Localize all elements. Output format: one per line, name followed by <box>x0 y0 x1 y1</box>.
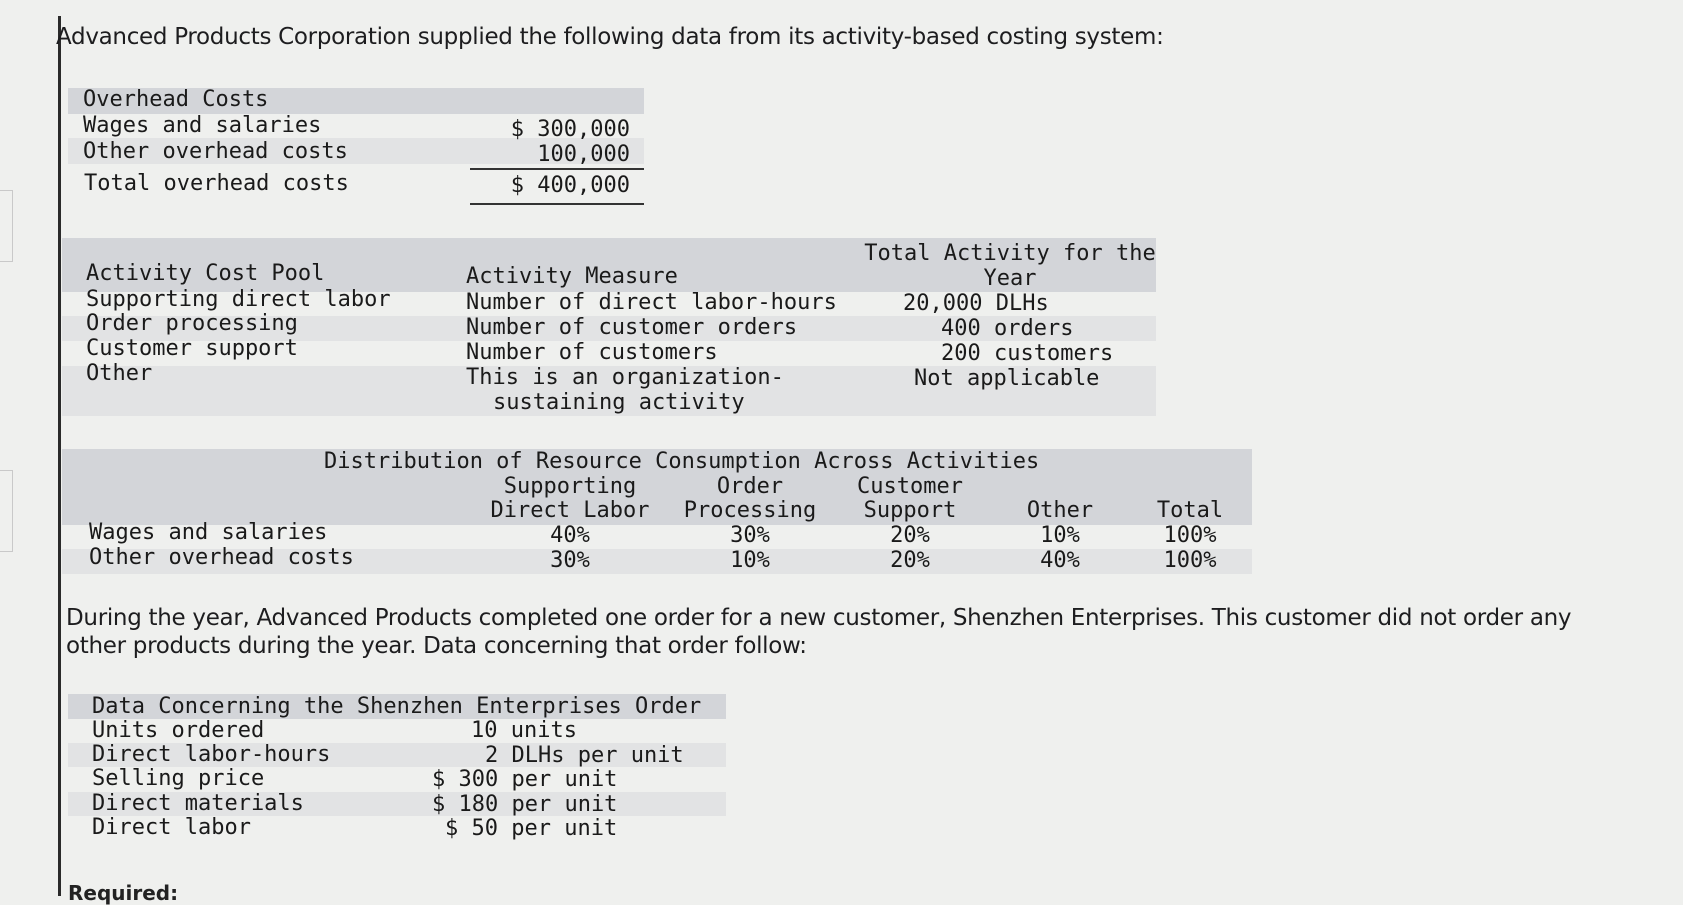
activity-measure: Number of customers <box>466 340 718 365</box>
activity-total: 200 customers <box>941 341 1114 366</box>
distribution-cell: 30% <box>730 523 770 548</box>
activity-total: 400 orders <box>941 316 1074 341</box>
activity-total-header: Total Activity for the <box>864 241 1156 266</box>
overhead-label: Other overhead costs <box>83 139 348 164</box>
activity-measure-cont: sustaining activity <box>493 390 745 415</box>
order-value: 2 DLHs per unit <box>485 743 684 768</box>
overhead-total-value: $ 400,000 <box>510 173 630 198</box>
overhead-label: Wages and salaries <box>83 113 322 138</box>
distribution-cell: 100% <box>1163 523 1217 548</box>
overhead-total-label: Total overhead costs <box>84 171 349 196</box>
order-label: Direct labor <box>92 815 251 840</box>
distribution-title: Distribution of Resource Consumption Across Activities <box>324 449 1040 474</box>
page-edge-mark <box>0 470 13 552</box>
activity-total-header: Year <box>983 266 1037 291</box>
order-header: Data Concerning the Shenzhen Enterprises Order <box>92 694 702 719</box>
activity-measure: This is an organization- <box>466 365 784 390</box>
distribution-row-label: Other overhead costs <box>89 545 354 570</box>
left-margin-rule <box>58 16 61 896</box>
column-header: Total <box>1156 498 1224 523</box>
intro-text: Advanced Products Corporation supplied the following data from its activity-based costing system: <box>56 24 1164 50</box>
required-heading: Required: <box>68 881 179 905</box>
distribution-cell: 40% <box>550 523 590 548</box>
distribution-cell: 100% <box>1163 548 1217 573</box>
column-header: Customer <box>857 474 963 499</box>
activity-total: 20,000 DLHs <box>903 291 1049 316</box>
order-value: $ 180 per unit <box>432 792 618 817</box>
distribution-cell: 10% <box>1040 523 1080 548</box>
overhead-value: 100,000 <box>537 142 630 167</box>
activity-measure-header: Activity Measure <box>466 264 678 289</box>
overhead-header: Overhead Costs <box>83 87 269 112</box>
subtotal-rule <box>470 168 644 170</box>
order-label: Direct labor-hours <box>92 742 331 767</box>
activity-measure: Number of customer orders <box>466 315 798 340</box>
distribution-cell: 30% <box>550 548 590 573</box>
distribution-cell: 20% <box>890 523 930 548</box>
page-edge-mark <box>0 190 13 262</box>
activity-measure: Number of direct labor-hours <box>466 290 837 315</box>
distribution-cell: 10% <box>730 548 770 573</box>
column-header: Supporting <box>503 474 637 499</box>
activity-pool: Order processing <box>86 311 298 336</box>
activity-pool-header: Activity Cost Pool <box>86 261 325 286</box>
order-value: $ 50 per unit <box>445 816 618 841</box>
order-label: Units ordered <box>92 718 265 743</box>
activity-pool: Customer support <box>86 336 298 361</box>
distribution-row-label: Wages and salaries <box>89 520 328 545</box>
paragraph-line: During the year, Advanced Products completed one order for a new customer, Shenzhen Enterprises. This customer did not order any <box>66 605 1572 631</box>
activity-pool: Other <box>86 361 153 386</box>
activity-pool: Supporting direct labor <box>86 287 391 312</box>
order-label: Direct materials <box>92 791 304 816</box>
column-header: Direct Labor <box>490 498 650 523</box>
column-header: Processing <box>683 498 817 523</box>
order-value: $ 300 per unit <box>432 767 618 792</box>
distribution-cell: 20% <box>890 548 930 573</box>
order-label: Selling price <box>92 766 265 791</box>
overhead-value: $ 300,000 <box>510 117 630 142</box>
column-header: Other <box>1026 498 1094 523</box>
paragraph-line: other products during the year. Data concerning that order follow: <box>66 633 807 659</box>
column-header: Order <box>716 474 784 499</box>
order-value: 10 units <box>471 718 577 743</box>
total-rule <box>470 203 644 205</box>
activity-total: Not applicable <box>914 366 1100 391</box>
column-header: Support <box>863 498 957 523</box>
distribution-cell: 40% <box>1040 548 1080 573</box>
